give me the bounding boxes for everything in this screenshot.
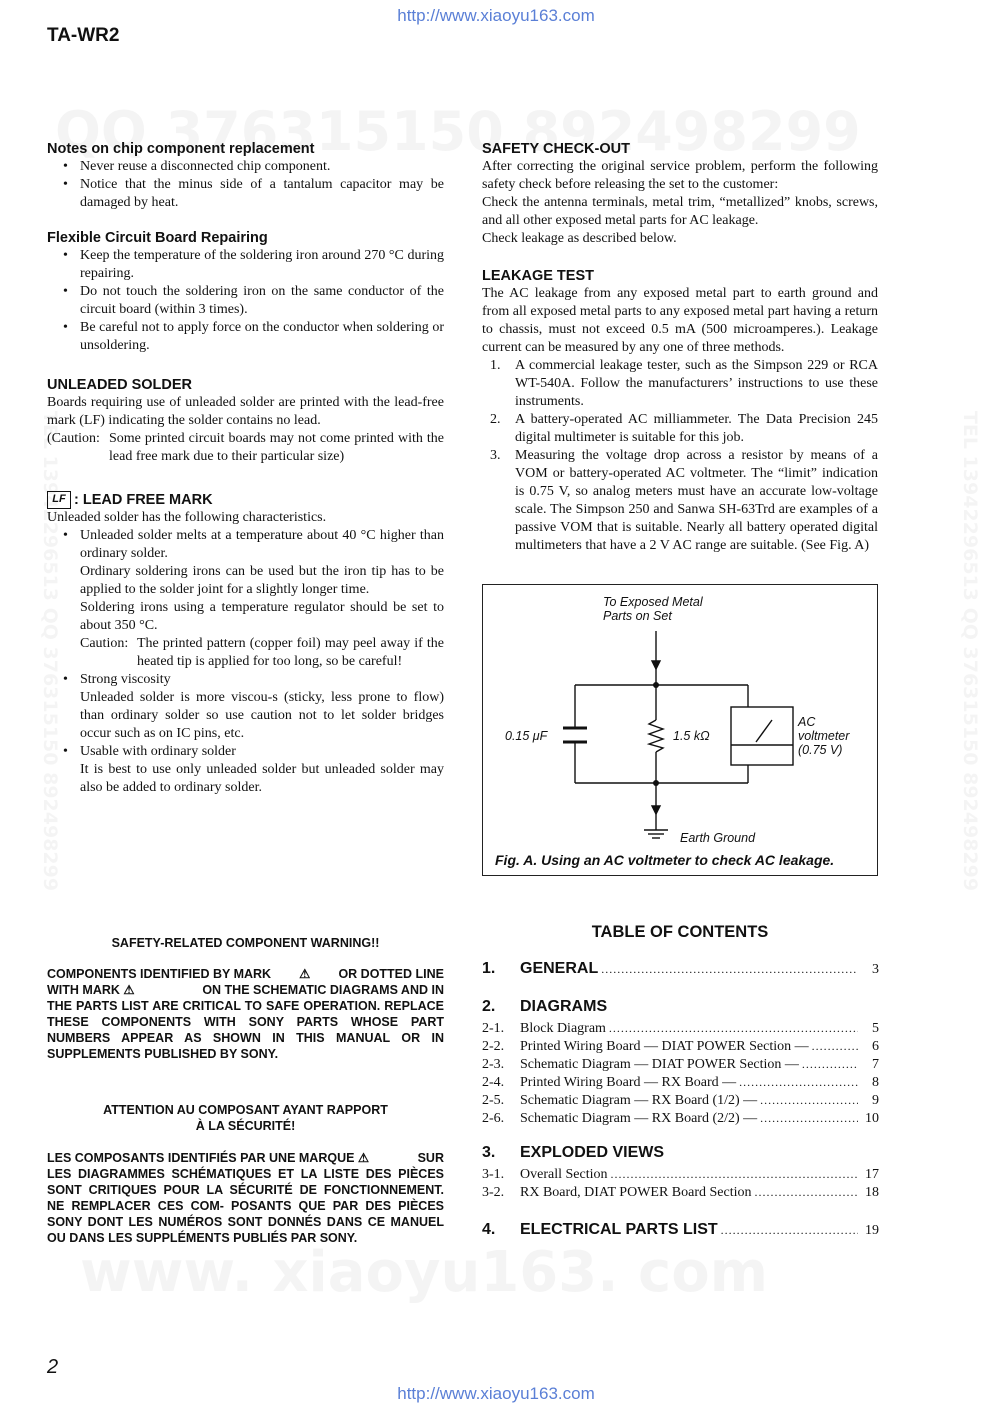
list-item: 3. Measuring the voltage drop across a resistor by means of a VOM or battery-operated AC voltmeter. The “limit” indication is 0.75 V, so analog meters must have an accurate low-voltage scale. The Simpson 250 and Sanwa SH-63Trd are examples of a passive VOM that is suitable. Nearly all battery operated digital multimeters that have a 2 V AC range are suitable. (See Fig. A)	[490, 448, 878, 553]
safety-p1: After correcting the original service problem, perform the following safety check before releasing the set to the customer:	[482, 159, 878, 192]
list-item: • Be careful not to apply force on the conductor when soldering or unsoldering.	[47, 319, 444, 355]
list-item: • Notice that the minus side of a tantalum capacitor may be damaged by heat.	[47, 176, 444, 212]
left-column	[47, 140, 444, 797]
leadfree-b1-p3: Soldering irons using a temperature regulator should be set to about 350 °C.	[80, 600, 444, 633]
figure-caption: Fig. A. Using an AC voltmeter to check AC leakage.	[495, 852, 835, 868]
warning-triangle-icon: ⚠	[299, 967, 311, 981]
toc-entry[interactable]: 4. ELECTRICAL PARTS LIST ..... 19	[482, 1221, 879, 1240]
capacitor-label: 0.15 μF	[505, 729, 548, 743]
toc-entry[interactable]: 2-1. Block Diagram ..... 5	[482, 1019, 879, 1038]
model-title: TA-WR2	[47, 25, 120, 46]
ground-label: Earth Ground	[680, 831, 756, 845]
list-item: • Strong viscosity	[47, 671, 444, 689]
toc-entry[interactable]: 2-5. Schematic Diagram — RX Board (1/2) — ..... 9	[482, 1091, 879, 1110]
unleaded-title: UNLEADED SOLDER	[47, 377, 193, 393]
toc-entry[interactable]: 2-4. Printed Wiring Board — RX Board — ..... 8	[482, 1073, 879, 1092]
safety-p2: Check the antenna terminals, metal trim, “metallized” knobs, screws, and all other exposed metal parts for AC leakage.	[482, 195, 878, 228]
safety-p3: Check leakage as described below.	[482, 231, 677, 246]
list-item: • Unleaded solder melts at a temperature about 40 °C higher than ordinary solder.	[47, 527, 444, 563]
voltmeter-label: AC voltmeter (0.75 V)	[798, 715, 850, 757]
list-item: • Usable with ordinary solder	[47, 743, 444, 761]
list-item: • Keep the temperature of the soldering iron around 270 °C during repairing.	[47, 247, 444, 283]
toc	[482, 960, 879, 1250]
leadfree-caution	[47, 635, 444, 671]
warning-en-title: SAFETY-RELATED COMPONENT WARNING!!	[111, 936, 380, 950]
warning-triangle-icon: ⚠	[123, 983, 135, 997]
unleaded-caution	[47, 430, 444, 466]
list-item: • Never reuse a disconnected chip component.	[47, 158, 444, 176]
list-item: • Do not touch the soldering iron on the same conductor of the circuit board (within 3 times).	[47, 283, 444, 319]
safety-title: SAFETY CHECK-OUT	[482, 141, 630, 157]
caution-text: Some printed circuit boards may not come printed with the lead free mark due to their particular size)	[109, 431, 444, 464]
resistor-label: 1.5 kΩ	[673, 729, 710, 743]
figure-label-top: To Exposed Metal Parts on Set	[603, 595, 703, 623]
toc-entry[interactable]: 3. EXPLODED VIEWS	[482, 1144, 665, 1161]
unleaded-para: Boards requiring use of unleaded solder are printed with the lead-free mark (LF) indicating the solder contains no lead.	[47, 395, 444, 428]
toc-entry[interactable]: 3-2. RX Board, DIAT POWER Board Section ..... 18	[482, 1183, 879, 1202]
lead-free-mark-icon: LF	[47, 491, 71, 509]
toc-entry[interactable]: 3-1. Overall Section ..... 17	[482, 1165, 879, 1184]
flex-title: Flexible Circuit Board Repairing	[47, 230, 268, 246]
leadfree-intro: Unleaded solder has the following characteristics.	[47, 510, 327, 525]
list-item: 1. A commercial leakage tester, such as the Simpson 229 or RCA WT-540A. Follow the manufacturers’ instructions to use these instruments.	[490, 358, 878, 409]
warning-fr-title: ATTENTION AU COMPOSANT AYANT RAPPORT À LA SÉCURITÉ!	[103, 1103, 388, 1133]
watermark-side-right	[959, 411, 981, 891]
figure-a	[482, 584, 878, 876]
toc-entry[interactable]: 2-6. Schematic Diagram — RX Board (2/2) — ..... 10	[482, 1109, 879, 1128]
leadfree-heading	[47, 491, 444, 509]
warning-fr-body: LES COMPOSANTS IDENTIFIÉS PAR UNE MARQUE ⚠ SUR LES DIAGRAMMES SCHÉMATIQUES ET LA LISTE DES PIÈCES SONT CRITIQUES POUR LA SÉCURITÉ DE FONCTIONNEMENT. NE REMPLACER CES COM- POSANTS QUE PAR DES PIÈCES SONY DONT LES NUMÉROS SONT DONNÉS DANS CE MANUEL OU DANS LES SUPPLÉMENTS PUBLIÉS PAR SONY.	[47, 1151, 444, 1245]
toc-entry[interactable]: 1. GENERAL ..... 3	[482, 960, 879, 979]
toc-entry[interactable]: 2-2. Printed Wiring Board — DIAT POWER Section — ..... 6	[482, 1037, 879, 1056]
chip-title: Notes on chip component replacement	[47, 141, 315, 157]
page-number: 2	[47, 1356, 59, 1378]
leadfree-title: : LEAD FREE MARK	[74, 492, 213, 508]
bottom-url-link[interactable]: http://www.xiaoyu163.com	[397, 1384, 595, 1403]
warning-en-body: COMPONENTS IDENTIFIED BY MARK ⚠ OR DOTTED LINE WITH MARK ⚠ ON THE SCHEMATIC DIAGRAMS AND IN THE PARTS LIST ARE CRITICAL TO SAFE OPERATION. REPLACE THESE COMPONENTS WITH SONY PARTS WHOSE PART NUMBERS APPEAR AS SHOWN IN THIS MANUAL OR IN SUPPLEMENTS PUBLISHED BY SONY.	[47, 967, 444, 1061]
leadfree-b2-text: Unleaded solder is more viscou-s (sticky, less prone to flow) than ordinary solder so use caution not to let solder bridges occur such as on IC pins, etc.	[80, 690, 444, 741]
leadfree-b1-p2: Ordinary soldering irons can be used but the iron tip has to be applied to the solder joint for a slightly longer time.	[80, 564, 444, 597]
caution-text: The printed pattern (copper foil) may peel away if the heated tip is applied for too long, so be careful!	[137, 636, 444, 669]
leakage-title: LEAKAGE TEST	[482, 268, 594, 284]
toc-entry[interactable]: 2. DIAGRAMS	[482, 998, 608, 1015]
caution-label: (Caution:	[47, 431, 100, 446]
caution-label: Caution:	[80, 636, 129, 651]
top-url-link[interactable]: http://www.xiaoyu163.com	[397, 6, 595, 25]
toc-entry[interactable]: 2-3. Schematic Diagram — DIAT POWER Section — ..... 7	[482, 1055, 879, 1074]
leakage-intro: The AC leakage from any exposed metal part to earth ground and from all exposed metal parts to any exposed metal part having a return to chassis, must not exceed 0.5 mA (500 microamperes.). Leakage current can be measured by any one of three methods.	[482, 286, 878, 355]
leadfree-b3-text: It is best to use only unleaded solder but unleaded solder may also be added to ordinary solder.	[80, 762, 444, 795]
list-item: 2. A battery-operated AC milliammeter. The Data Precision 245 digital multimeter is suitable for this job.	[490, 412, 878, 445]
toc-title: TABLE OF CONTENTS	[591, 923, 769, 941]
right-column	[482, 140, 878, 555]
warning-triangle-icon: ⚠	[357, 1151, 370, 1165]
